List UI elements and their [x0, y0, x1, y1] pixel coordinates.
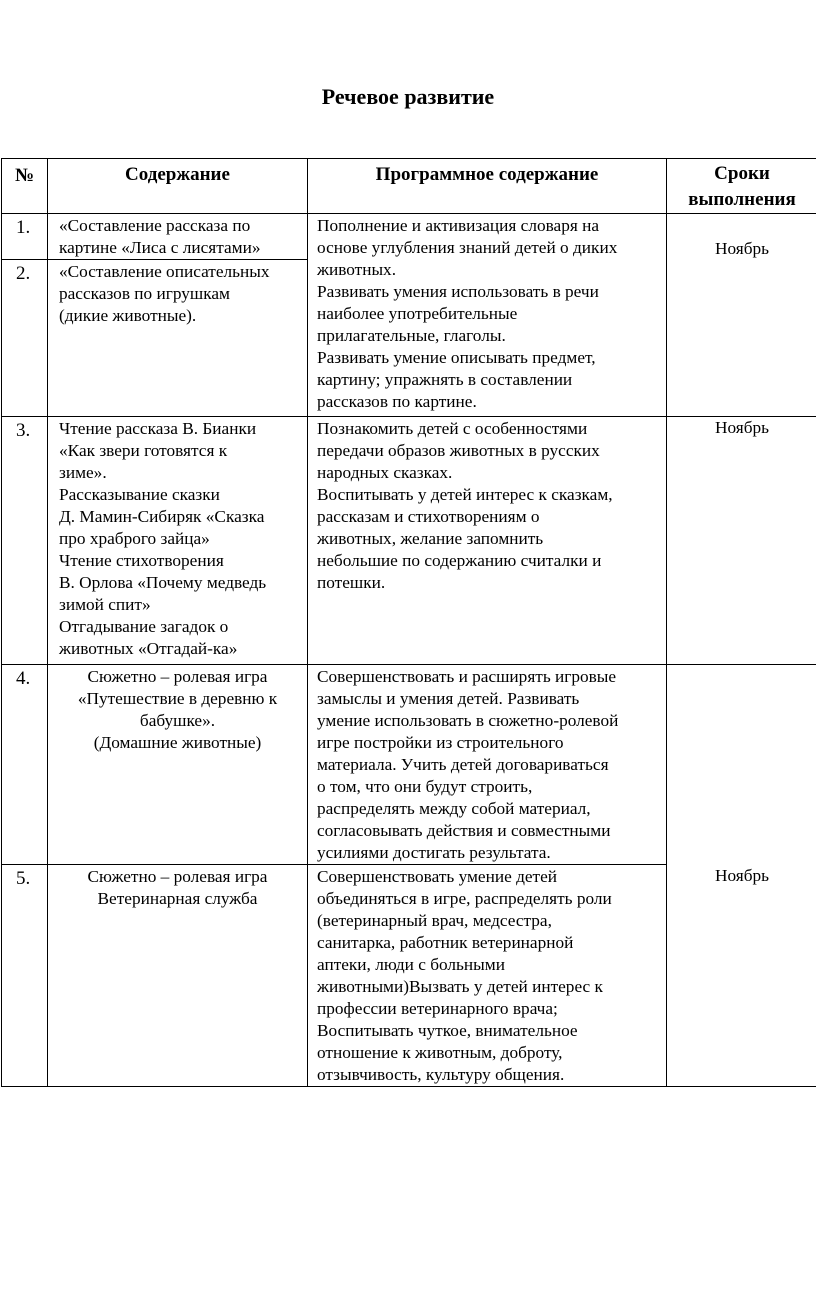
row-number: 5. [2, 865, 48, 1087]
header-term [667, 159, 816, 214]
row-term: Ноябрь [667, 417, 816, 665]
header-row [2, 159, 816, 214]
header-content: Содержание [48, 159, 308, 214]
row-term: Ноябрь [667, 214, 816, 417]
page-title: Речевое развитие [321, 84, 495, 109]
row-program: Пополнение и активизация словаря на основе углубления знаний детей о диких животных. Развивать умения использовать в речи наиболее употребительные прилагательные, глаголы. Развивать умение описывать предмет, картину; упражнять в составлении рассказов по картине. [308, 214, 667, 417]
row-content: Сюжетно – ролевая игра Ветеринарная служба [48, 865, 308, 1087]
table-row [2, 417, 816, 665]
header-program: Программное содержание [308, 159, 667, 214]
row-term: Ноябрь [667, 665, 816, 1087]
row-content: Сюжетно – ролевая игра «Путешествие в деревню к бабушке». (Домашние животные) [48, 665, 308, 865]
header-num: № [2, 159, 48, 214]
row-number: 3. [2, 417, 48, 665]
header-term-line2: выполнения [688, 189, 796, 210]
row-number: 2. [2, 260, 48, 417]
table-row [2, 665, 816, 865]
row-content: «Составление описательных рассказов по игрушкам (дикие животные). [48, 260, 308, 417]
row-number: 1. [2, 214, 48, 260]
row-content: Чтение рассказа В. Бианки «Как звери готовятся к зиме». Рассказывание сказки Д. Мамин-Сибиряк «Сказка про храброго зайца» Чтение стихотворения В. Орлова «Почему медведь зимой спит» Отгадывание загадок о животных «Отгадай-ка» [48, 417, 308, 665]
table-row [2, 214, 816, 260]
row-program: Совершенствовать умение детей объединяться в игре, распределять роли (ветеринарный врач, медсестра, санитарка, работник ветеринарной аптеки, люди с больными животными)Вызвать у детей интерес к профессии ветеринарного врача; Воспитывать чуткое, внимательное отношение к животным, доброту, отзывчивость, культуру общения. [308, 865, 667, 1087]
plan-table [1, 158, 816, 1087]
row-content: «Составление рассказа по картине «Лиса с лисятами» [48, 214, 308, 260]
row-program: Совершенствовать и расширять игровые замыслы и умения детей. Развивать умение использовать в сюжетно-ролевой игре постройки из строительного материала. Учить детей договариваться о том, что они будут строить, распределять между собой материал, согласовывать действия и совместными усилиями достигать результата. [308, 665, 667, 865]
row-program: Познакомить детей с особенностями передачи образов животных в русских народных сказках. Воспитывать у детей интерес к сказкам, рассказам и стихотворениям о животных, желание запомнить небольшие по содержанию считалки и потешки. [308, 417, 667, 665]
row-number: 4. [2, 665, 48, 865]
header-term-line1: Сроки [714, 163, 770, 184]
